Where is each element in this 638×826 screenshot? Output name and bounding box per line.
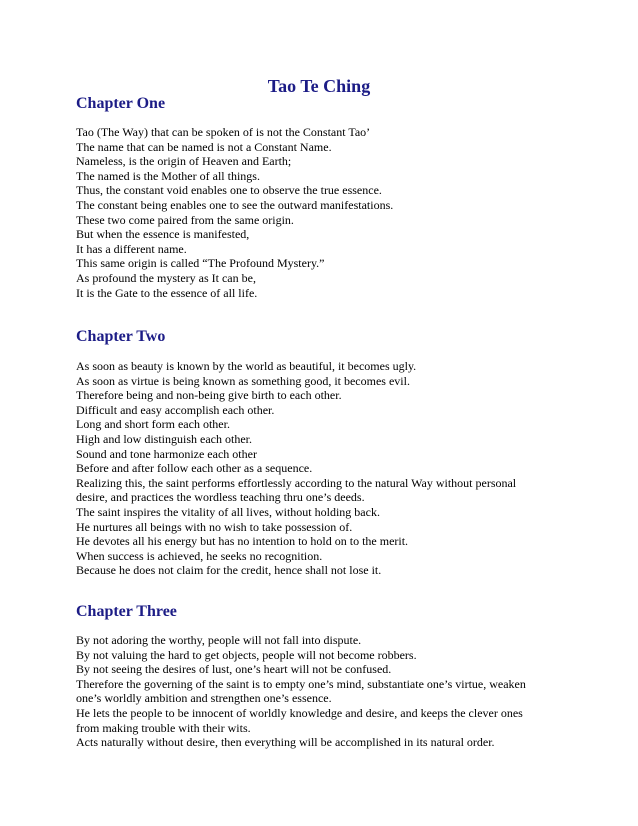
- text-line: Thus, the constant void enables one to observe the true essence.: [76, 183, 382, 198]
- text-line: from making trouble with their wits.: [76, 720, 251, 735]
- text-line: He lets the people to be innocent of worldly knowledge and desire, and keeps the clever ones: [76, 705, 523, 720]
- chapter-two-text: [76, 359, 556, 578]
- text-line: When success is achieved, he seeks no recognition.: [76, 548, 323, 563]
- text-line: Nameless, is the origin of Heaven and Earth;: [76, 154, 292, 169]
- text-line: The name that can be named is not a Constant Name.: [76, 139, 332, 154]
- text-line: The saint inspires the vitality of all lives, without holding back.: [76, 504, 380, 519]
- text-line: He devotes all his energy but has no intention to hold on to the merit.: [76, 534, 409, 549]
- text-line: By not adoring the worthy, people will not fall into dispute.: [76, 633, 362, 647]
- text-line: Before and after follow each other as a sequence.: [76, 461, 313, 476]
- text-line: Because he does not claim for the credit, hence shall not lose it.: [76, 563, 382, 578]
- text-line: one’s worldly ambition and strengthen one’s essence.: [76, 691, 332, 706]
- chapter-two-heading: Chapter Two: [76, 328, 166, 345]
- text-line: As soon as beauty is known by the world as beautiful, it becomes ugly.: [76, 359, 417, 373]
- text-line: The constant being enables one to see the outward manifestations.: [76, 197, 394, 212]
- text-line: He nurtures all beings with no wish to take possession of.: [76, 519, 353, 534]
- text-line: These two come paired from the same origin.: [76, 212, 294, 227]
- chapter-one-heading: Chapter One: [76, 95, 166, 112]
- text-line: By not seeing the desires of lust, one’s heart will not be confused.: [76, 662, 392, 677]
- text-line: As soon as virtue is being known as something good, it becomes evil.: [76, 373, 410, 388]
- chapter-three-text: [76, 633, 556, 750]
- chapter-three-heading: Chapter Three: [76, 603, 177, 620]
- text-line: It has a different name.: [76, 241, 187, 256]
- text-line: High and low distinguish each other.: [76, 431, 252, 446]
- text-line: Therefore the governing of the saint is to empty one’s mind, substantiate one’s virtue, weaken: [76, 676, 526, 691]
- text-line: Difficult and easy accomplish each other.: [76, 402, 275, 417]
- text-line: It is the Gate to the essence of all life.: [76, 285, 258, 300]
- text-line: Long and short form each other.: [76, 417, 230, 432]
- text-line: Tao (The Way) that can be spoken of is not the Constant Tao’: [76, 125, 371, 139]
- text-line: As profound the mystery as It can be,: [76, 270, 256, 285]
- text-line: But when the essence is manifested,: [76, 227, 250, 242]
- text-line: Realizing this, the saint performs effortlessly according to the natural Way without personal: [76, 475, 517, 490]
- chapter-one-text: [76, 125, 556, 300]
- text-line: desire, and practices the wordless teaching thru one’s deeds.: [76, 490, 365, 505]
- text-line: This same origin is called “The Profound Mystery.”: [76, 256, 325, 271]
- document-title: Tao Te Ching: [267, 76, 371, 96]
- text-line: Therefore being and non-being give birth to each other.: [76, 388, 342, 403]
- text-line: By not valuing the hard to get objects, people will not become robbers.: [76, 647, 417, 662]
- text-line: Acts naturally without desire, then everything will be accomplished in its natural order.: [76, 735, 495, 750]
- text-line: Sound and tone harmonize each other: [76, 446, 257, 461]
- text-line: The named is the Mother of all things.: [76, 168, 260, 183]
